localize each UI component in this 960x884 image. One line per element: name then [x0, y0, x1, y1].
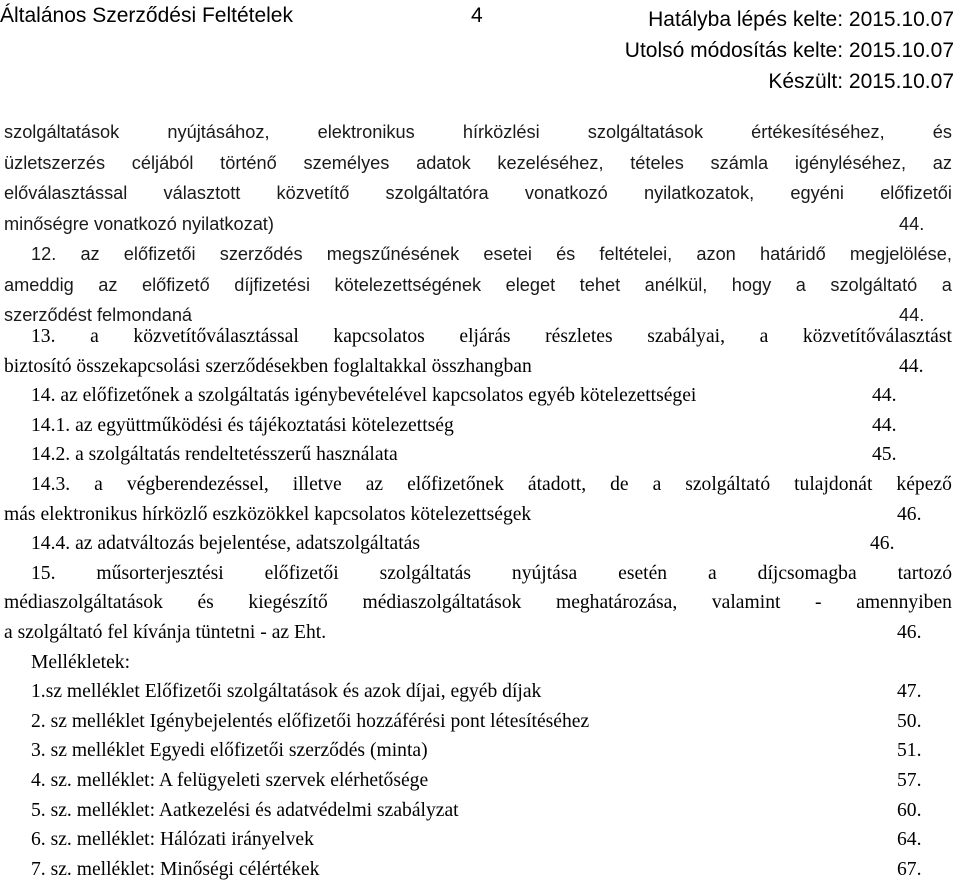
toc-line — [4, 352, 952, 382]
page-header — [0, 0, 960, 100]
toc-word: szolgáltatóra — [385, 183, 489, 203]
toc-continuation — [4, 117, 952, 331]
toc-line — [4, 270, 952, 301]
annex-item — [4, 766, 952, 796]
annex-title: 7. sz. melléklet: Minőségi célértékek — [31, 858, 320, 880]
toc-page-number: 46. — [897, 621, 922, 643]
toc-word: közvetítőválasztást — [802, 326, 952, 347]
toc-page-number: 45. — [872, 444, 897, 466]
toc-word: határidő — [759, 244, 826, 264]
toc-word: esetén — [618, 562, 668, 584]
toc-word: az — [80, 244, 100, 264]
toc-word: a — [94, 473, 103, 495]
toc-entry-text: szerződést felmondaná — [4, 305, 193, 325]
toc-word: 12. — [31, 244, 57, 264]
toc-word: vonatkozó — [524, 183, 608, 203]
toc-word: szolgáltató — [685, 473, 771, 495]
toc-serif-block — [4, 322, 952, 884]
toc-word: és — [556, 244, 576, 264]
toc-word: kapcsolatos — [333, 326, 425, 347]
toc-page-number: 44. — [899, 355, 924, 377]
toc-entry-12 — [4, 239, 952, 270]
toc-word: az — [98, 274, 118, 295]
toc-word: szolgáltatások — [4, 122, 120, 142]
toc-word: 15. — [31, 562, 56, 584]
toc-word: választott — [163, 183, 241, 203]
toc-word: eljárás — [459, 326, 511, 347]
toc-word: és — [197, 592, 214, 614]
toc-page-number: 44. — [872, 385, 897, 407]
toc-word: díjcsomagba — [757, 562, 857, 584]
toc-word: végberendezéssel, — [126, 473, 269, 495]
created-date: Készült: 2015.10.07 — [768, 70, 954, 93]
toc-line — [4, 588, 952, 618]
toc-word: előfizetői — [264, 562, 339, 584]
toc-word: ameddig — [4, 274, 74, 295]
toc-word: díjfizetési — [234, 274, 311, 295]
toc-word: tételes — [630, 152, 684, 173]
annex-page-number: 67. — [897, 858, 922, 880]
effective-date: Hatályba lépés kelte: 2015.10.07 — [648, 8, 954, 31]
toc-page-number: 46. — [870, 533, 895, 555]
toc-word: 14.3. — [31, 473, 71, 495]
toc-word: közvetítő — [276, 183, 350, 203]
toc-word: elektronikus — [317, 122, 415, 142]
toc-page-number: 44. — [899, 213, 925, 234]
toc-word: megjelölése, — [849, 244, 952, 264]
annex-page-number: 50. — [897, 710, 922, 732]
toc-word: kezeléséhez, — [497, 152, 604, 173]
toc-word: tehet — [579, 274, 621, 295]
annex-title: 1.sz melléklet Előfizetői szolgáltatások és azok díjai, egyéb díjak — [31, 681, 542, 703]
toc-word: hogy — [731, 274, 772, 295]
modified-date: Utolsó módosítás kelte: 2015.10.07 — [624, 39, 954, 62]
toc-word: kötelezettségének — [334, 274, 482, 295]
annex-title: 2. sz melléklet Igénybejelentés előfizetői hozzáférési pont létesítéséhez — [31, 710, 590, 732]
annex-item — [4, 796, 952, 826]
document-title: Általános Szerződési Feltételek — [0, 4, 293, 27]
toc-word: közvetítőválasztással — [133, 326, 299, 347]
annex-item — [4, 825, 952, 855]
toc-word: számla — [710, 152, 769, 173]
toc-word: személyes — [303, 152, 390, 173]
annex-item — [4, 855, 952, 884]
toc-word: előfizetőnek — [407, 473, 504, 495]
annex-title: 6. sz. melléklet: Hálózati irányelvek — [31, 829, 314, 851]
annex-page-number: 64. — [897, 829, 922, 851]
annex-page-number: 47. — [897, 681, 922, 703]
toc-word: feltételei, — [599, 244, 673, 264]
toc-word: igényléséhez, — [794, 152, 907, 173]
toc-word: esetei — [483, 244, 532, 264]
toc-word: nyilatkozatok, — [643, 183, 755, 203]
toc-word: képező — [896, 473, 952, 495]
toc-word: szolgáltatás — [379, 562, 471, 584]
toc-entry-text: a szolgáltató fel kívánja tüntetni - az Eht. — [4, 621, 327, 643]
toc-entry-13 — [4, 322, 952, 352]
toc-word: nyújtásához, — [167, 122, 270, 142]
toc-word: médiaszolgáltatások — [362, 592, 522, 614]
toc-entry-14-3 — [4, 470, 952, 500]
toc-word: szolgáltató — [830, 274, 918, 295]
toc-entry-text: minőségre vonatkozó nyilatkozat) — [4, 213, 274, 234]
toc-word: átadott, — [527, 473, 587, 495]
date-block — [625, 4, 954, 97]
annex-page-number: 51. — [897, 740, 922, 762]
toc-word: tartozó — [897, 562, 952, 584]
toc-word: értékesítéséhez, — [751, 122, 885, 142]
annexes-heading: Mellékletek: — [31, 651, 131, 673]
toc-word: - — [815, 592, 822, 614]
toc-line — [4, 618, 952, 648]
toc-word: de — [610, 473, 629, 495]
toc-line — [4, 117, 952, 148]
toc-word: a — [652, 473, 662, 495]
annex-item — [4, 736, 952, 766]
toc-word: részletes — [545, 326, 613, 347]
toc-word: a — [90, 326, 99, 347]
annex-title: 4. sz. melléklet: A felügyeleti szervek elérhetősége — [31, 769, 429, 791]
toc-entry-text: 14.2. a szolgáltatás rendeltetésszerű használata — [31, 444, 398, 466]
page-number: 4 — [471, 4, 483, 27]
toc-word: előválasztással — [4, 183, 128, 203]
toc-word: az — [932, 152, 952, 173]
toc-word: meghatározása, — [555, 592, 678, 614]
toc-word: médiaszolgáltatások — [4, 592, 163, 614]
toc-word: és — [932, 122, 952, 142]
toc-page-number: 44. — [872, 414, 897, 436]
annex-page-number: 60. — [897, 799, 922, 821]
toc-entry-14-2 — [4, 440, 952, 470]
toc-word: valamint — [711, 592, 781, 614]
annex-item — [4, 677, 952, 707]
toc-word: előfizető — [141, 274, 210, 295]
toc-word: anélkül, — [644, 274, 708, 295]
toc-word: tulajdonát — [794, 473, 873, 495]
toc-word: adatok — [416, 152, 471, 173]
toc-word: megszűnésének — [326, 244, 460, 264]
toc-entry-text: 14.4. az adatváltozás bejelentése, adatszolgáltatás — [31, 533, 420, 555]
toc-entry-text: más elektronikus hírközlő eszközökkel kapcsolatos kötelezettségek — [4, 503, 532, 525]
toc-entry-text: biztosító összekapcsolási szerződésekben foglaltakkal összhangban — [4, 355, 532, 377]
toc-entry-text: 14. az előfizetőnek a szolgáltatás igénybevételével kapcsolatos egyéb kötelezettségei — [31, 385, 697, 407]
toc-word: előfizetői — [123, 244, 196, 264]
toc-word: azon — [696, 244, 736, 264]
toc-word: szabályai, — [647, 326, 725, 347]
toc-word: üzletszerzés — [4, 152, 106, 173]
toc-word: 13. — [31, 326, 56, 347]
toc-word: céljából — [131, 152, 194, 173]
toc-line — [4, 500, 952, 530]
toc-line — [4, 209, 952, 240]
annex-title: 5. sz. melléklet: Aatkezelési és adatvédelmi szabályzat — [31, 799, 459, 821]
toc-entry-text: 14.1. az együttműködési és tájékoztatási kötelezettség — [31, 414, 454, 436]
toc-word: szerződés — [219, 244, 303, 264]
toc-line — [4, 178, 952, 209]
toc-word: a — [941, 274, 952, 295]
annex-list — [4, 677, 952, 884]
annex-item — [4, 707, 952, 737]
toc-word: illetve — [292, 473, 342, 495]
annex-title: 3. sz melléklet Egyedi előfizetői szerződés (minta) — [31, 740, 428, 762]
toc-word: egyéni — [790, 183, 844, 203]
toc-word: a — [795, 274, 806, 295]
toc-word: előfizetői — [880, 183, 952, 203]
toc-entry-14 — [4, 381, 952, 411]
toc-word: műsorterjesztési — [96, 562, 224, 584]
toc-entry-14-1 — [4, 411, 952, 441]
toc-word: a — [759, 326, 769, 347]
toc-page-number: 46. — [897, 503, 922, 525]
toc-entry-14-4 — [4, 529, 952, 559]
toc-word: hírközlési — [462, 122, 540, 142]
toc-word: szolgáltatások — [587, 122, 704, 142]
toc-word: kiegészítő — [248, 592, 328, 614]
toc-word: amennyiben — [856, 592, 952, 614]
toc-page-number: 44. — [899, 305, 925, 325]
toc-line — [4, 148, 952, 179]
annex-page-number: 57. — [897, 769, 922, 791]
toc-word: nyújtása — [511, 562, 578, 584]
toc-word: az — [365, 473, 384, 495]
toc-word: a — [708, 562, 717, 584]
toc-entry-15 — [4, 559, 952, 589]
toc-word: eleget — [505, 274, 556, 295]
toc-word: történő — [220, 152, 277, 173]
